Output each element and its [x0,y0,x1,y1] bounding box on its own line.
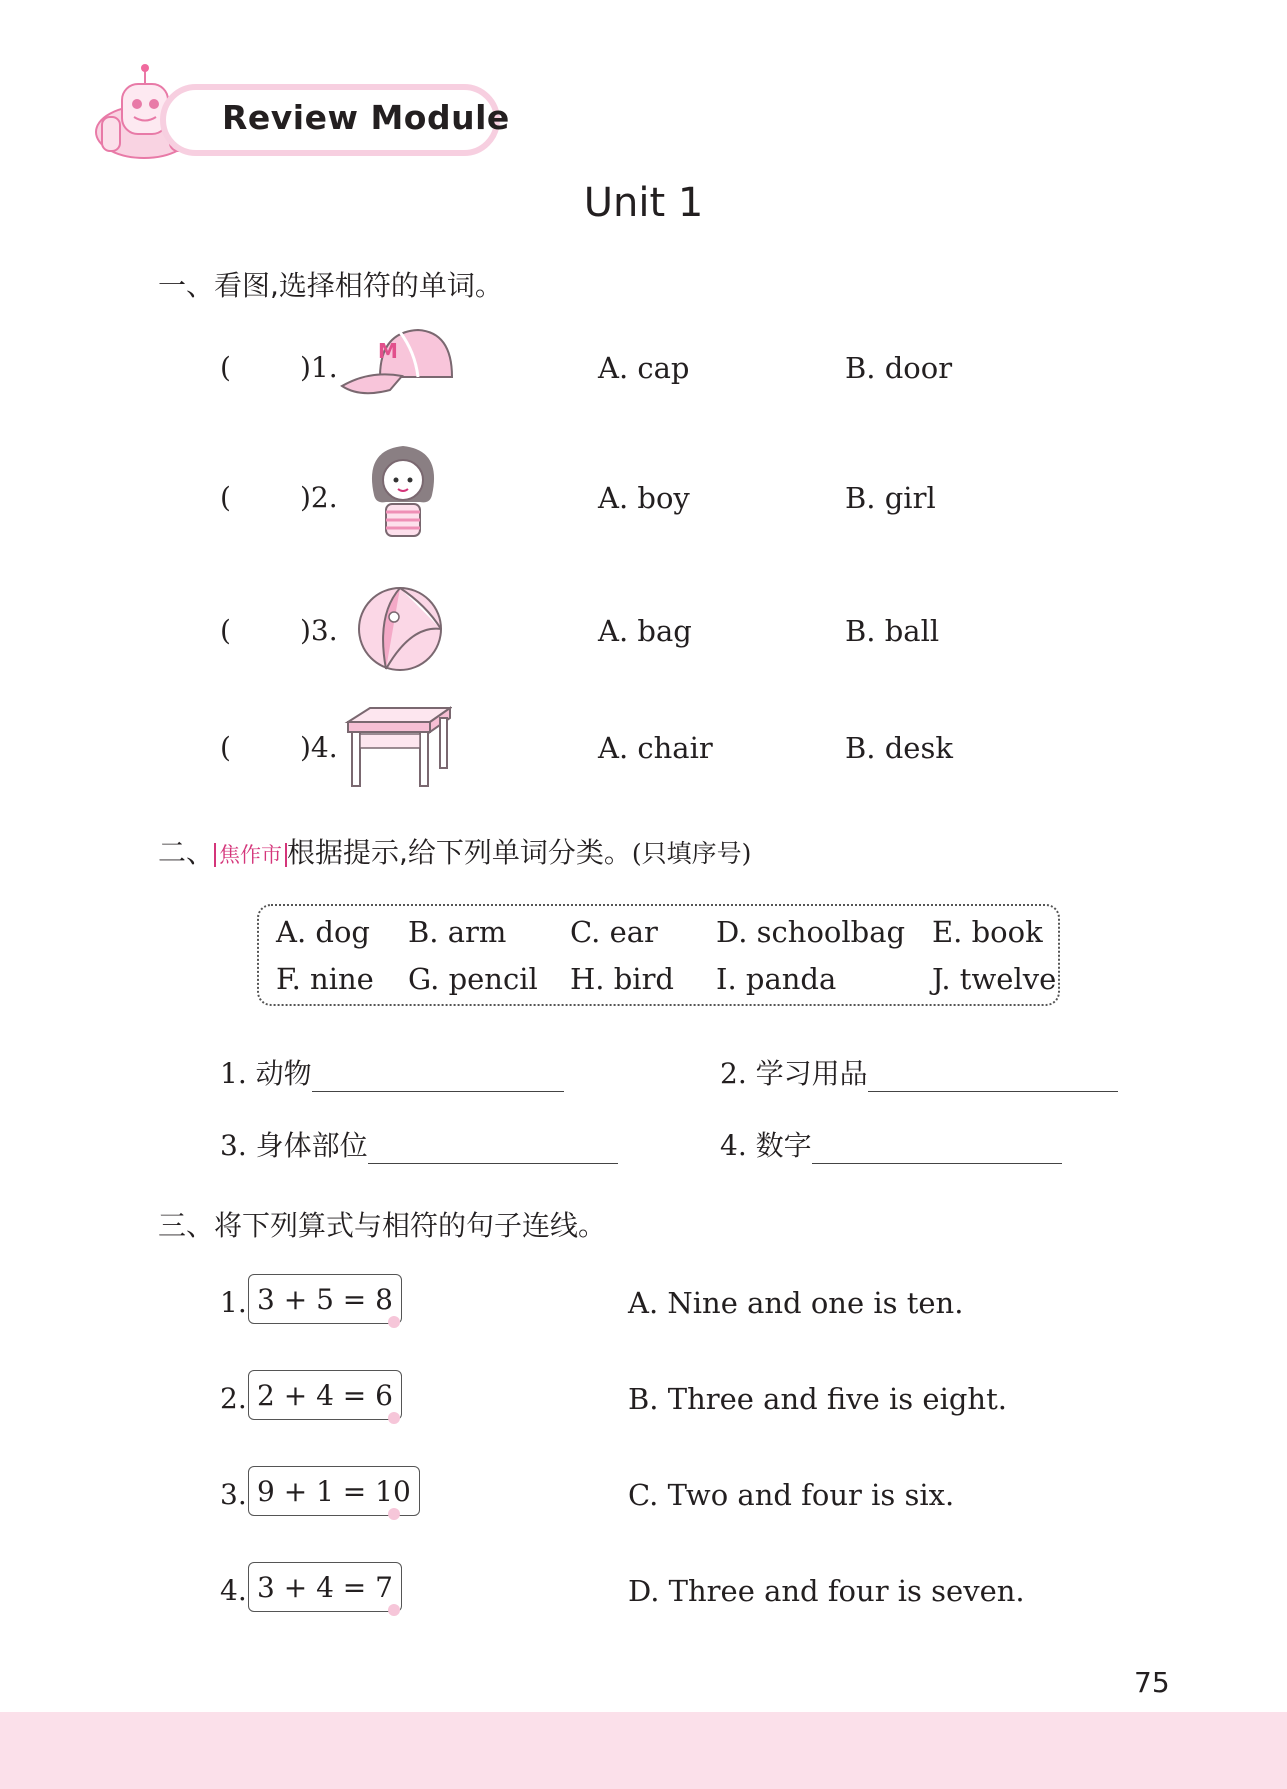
section2-heading-row [158,831,751,871]
category-label: 3. 身体部位 [220,1129,368,1162]
category-label: 1. 动物 [220,1057,312,1090]
word-item: F. nine [276,962,374,996]
category-school-supplies [720,1052,1118,1092]
word-item: G. pencil [408,962,538,996]
question-number: )3. [300,614,338,647]
calculation-box[interactable]: 3 + 4 = 7 [248,1562,402,1612]
word-item: J. twelve [932,962,1057,996]
sentence-option[interactable]: D. Three and four is seven. [628,1574,1025,1608]
word-item: E. book [932,915,1043,949]
section2-prefix: 二、 [158,836,215,869]
option-a: A. boy [598,481,690,515]
calculation-box[interactable]: 2 + 4 = 6 [248,1370,402,1420]
item-number: 3. [220,1478,247,1511]
word-item: B. arm [408,915,507,949]
answer-paren-open: ( [220,481,231,514]
cap-icon [340,322,460,408]
question-number: )1. [300,351,338,384]
sentence-option[interactable]: B. Three and five is eight. [628,1382,1007,1416]
category-animals [220,1052,564,1092]
sentence-option[interactable]: A. Nine and one is ten. [628,1286,964,1320]
sentence-option[interactable]: C. Two and four is six. [628,1478,955,1512]
answer-blank[interactable] [312,1061,564,1092]
category-body-parts [220,1124,618,1164]
option-b: B. girl [845,481,936,515]
answer-paren-open: ( [220,351,231,384]
option-b: B. door [845,351,953,385]
option-a: A. chair [598,731,713,765]
word-item: I. panda [716,962,837,996]
footer-band [0,1712,1287,1789]
connection-dot[interactable] [388,1412,400,1424]
option-a: A. bag [598,614,692,648]
question-number: )4. [300,731,338,764]
unit-title: Unit 1 [583,180,704,226]
word-item: H. bird [570,962,674,996]
question-number: )2. [300,481,338,514]
connection-dot[interactable] [388,1508,400,1520]
item-number: 2. [220,1382,247,1415]
word-item: A. dog [276,915,370,949]
region-tag: 焦作市 [214,843,287,867]
option-b: B. ball [845,614,940,648]
answer-blank[interactable] [868,1061,1118,1092]
section2-note: (只填序号) [631,839,752,868]
word-item: C. ear [570,915,658,949]
calculation-box[interactable]: 9 + 1 = 10 [248,1466,420,1516]
section3-heading: 三、将下列算式与相符的句子连线。 [158,1209,607,1242]
svg-text:M: M [378,339,398,363]
answer-paren-open: ( [220,731,231,764]
section2-heading: 根据提示,给下列单词分类。 [287,836,632,869]
page-number: 75 [1134,1666,1170,1699]
answer-blank[interactable] [368,1133,618,1164]
connection-dot[interactable] [388,1604,400,1616]
item-number: 1. [220,1286,247,1319]
module-title: Review Module [222,98,510,137]
connection-dot[interactable] [388,1316,400,1328]
girl-icon [360,440,446,552]
ball-icon [356,585,444,677]
option-a: A. cap [598,351,690,385]
word-item: D. schoolbag [716,915,906,949]
section1-heading: 一、看图,选择相符的单词。 [158,269,503,302]
item-number: 4. [220,1574,247,1607]
category-label: 4. 数字 [720,1129,812,1162]
desk-icon [342,704,452,794]
category-numbers [720,1124,1062,1164]
answer-blank[interactable] [812,1133,1062,1164]
option-b: B. desk [845,731,953,765]
answer-paren-open: ( [220,614,231,647]
category-label: 2. 学习用品 [720,1057,868,1090]
calculation-box[interactable]: 3 + 5 = 8 [248,1274,402,1324]
